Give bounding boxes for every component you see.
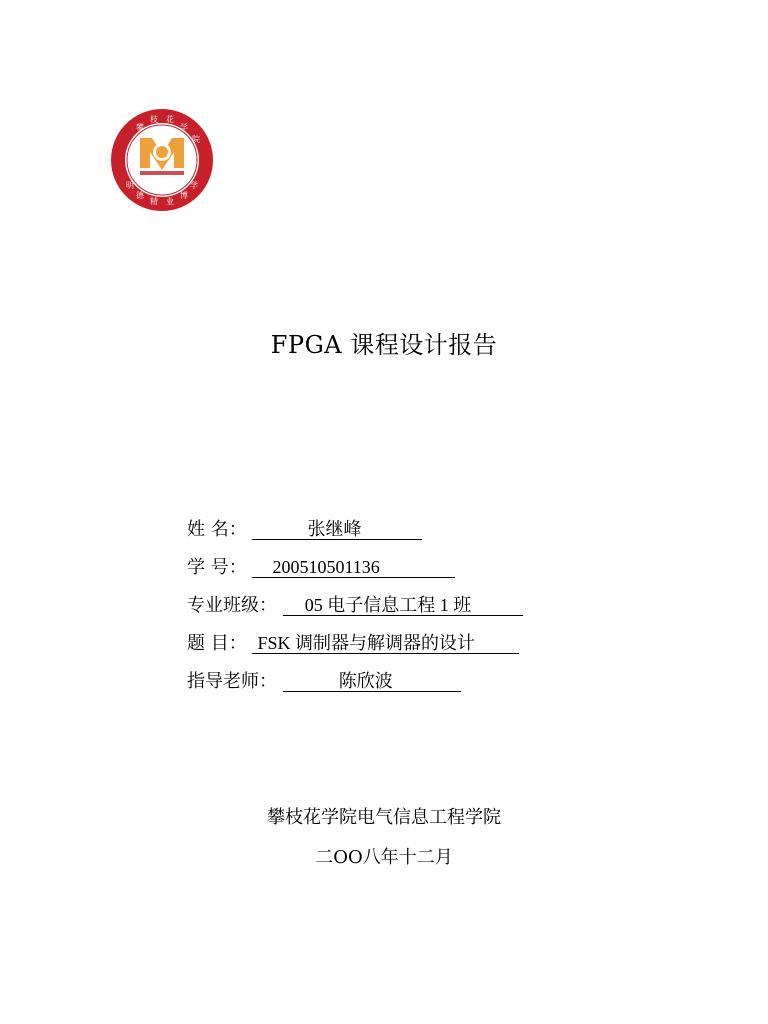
report-date: 二OO八年十二月 (315, 847, 453, 868)
svg-text:院: 院 (192, 135, 200, 144)
topic-label: 题 目： (187, 633, 247, 654)
svg-text:学: 学 (190, 181, 198, 190)
student-info-block (187, 516, 523, 706)
teacher-label: 指导老师： (187, 671, 277, 692)
svg-text:博: 博 (180, 191, 188, 200)
svg-text:精: 精 (150, 197, 158, 206)
svg-text:德: 德 (136, 191, 144, 200)
teacher-value: 陈欣波 (283, 670, 461, 692)
student-id-label: 学 号： (187, 557, 247, 578)
report-title: FPGA 课程设计报告 (270, 331, 498, 359)
student-id-value: 200510501136 (252, 556, 455, 578)
svg-text:学: 学 (180, 123, 188, 132)
class-label: 专业班级： (187, 595, 277, 616)
university-seal-logo (110, 108, 214, 212)
svg-text:攀: 攀 (136, 123, 144, 132)
name-value: 张继峰 (252, 518, 422, 540)
class-row (187, 592, 523, 630)
class-value: 05 电子信息工程 1 班 (283, 594, 523, 616)
svg-text:明: 明 (126, 181, 134, 190)
teacher-row (187, 668, 523, 706)
topic-row (187, 630, 523, 668)
student-id-row (187, 554, 523, 592)
name-label: 姓 名： (187, 519, 247, 540)
name-row (187, 516, 523, 554)
svg-text:业: 业 (166, 197, 174, 206)
svg-text:花: 花 (166, 115, 174, 124)
svg-text:枝: 枝 (150, 115, 158, 124)
college-name: 攀枝花学院电气信息工程学院 (267, 807, 501, 828)
topic-value: FSK 调制器与解调器的设计 (252, 632, 519, 654)
